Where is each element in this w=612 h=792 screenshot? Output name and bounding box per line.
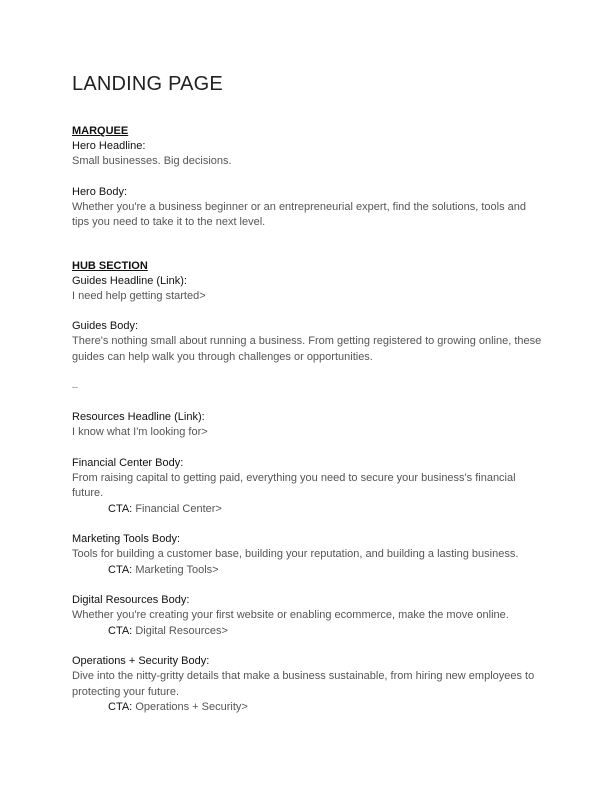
financial-center-cta [108,502,542,518]
digital-resources-cta-text: Digital Resources> [135,624,228,637]
document-page [72,70,542,716]
financial-center-label: Financial Center Body: [72,456,184,469]
guides-headline-label: Guides Headline (Link): [72,274,187,287]
separator: -- [72,382,78,392]
digital-resources-body: Whether you're creating your first website or enabling ecommerce, make the move online. [72,609,509,621]
digital-resources-cta [108,624,542,640]
cta-label: CTA: [108,624,133,637]
resources-headline-text: I know what I'm looking for> [72,426,208,438]
marketing-tools-cta-text: Marketing Tools> [135,563,219,576]
operations-security-body: Dive into the nitty-gritty details that make a business sustainable, from hiring new employees to protecting your future. [72,670,535,698]
digital-resources-label: Digital Resources Body: [72,594,190,606]
operations-security-cta [108,700,542,716]
hero-headline-label: Hero Headline: [72,140,146,152]
guides-headline-text: I need help getting started> [72,289,206,302]
resources-headline-label: Resources Headline (Link): [72,411,205,423]
cta-label: CTA: [108,563,133,576]
operations-security-cta-text: Operations + Security> [135,701,248,713]
marketing-tools-label: Marketing Tools Body: [72,533,181,545]
marketing-tools-cta [108,563,542,579]
hub-section-heading: HUB SECTION [72,259,148,272]
cta-label: CTA: [108,701,133,713]
marketing-tools-body: Tools for building a customer base, building your reputation, and building a lasting business. [72,548,519,560]
hero-headline-text: Small businesses. Big decisions. [72,155,232,167]
hero-body-text: Whether you're a business beginner or an entrepreneurial expert, find the solutions, tools and tips you need to take it to the next level. [72,200,526,228]
financial-center-cta-text: Financial Center> [135,502,222,515]
page-title: LANDING PAGE [72,73,223,95]
guides-body-text: There's nothing small about running a business. From getting registered to growing online, these guides can help walk you through challenges or opportunities. [72,335,542,363]
marquee-heading: MARQUEE [72,125,129,137]
guides-body-label: Guides Body: [72,320,139,332]
operations-security-label: Operations + Security Body: [72,655,210,667]
cta-label: CTA: [108,502,133,515]
hero-body-label: Hero Body: [72,185,128,198]
financial-center-body: From raising capital to getting paid, everything you need to secure your business's financial future. [72,471,516,499]
